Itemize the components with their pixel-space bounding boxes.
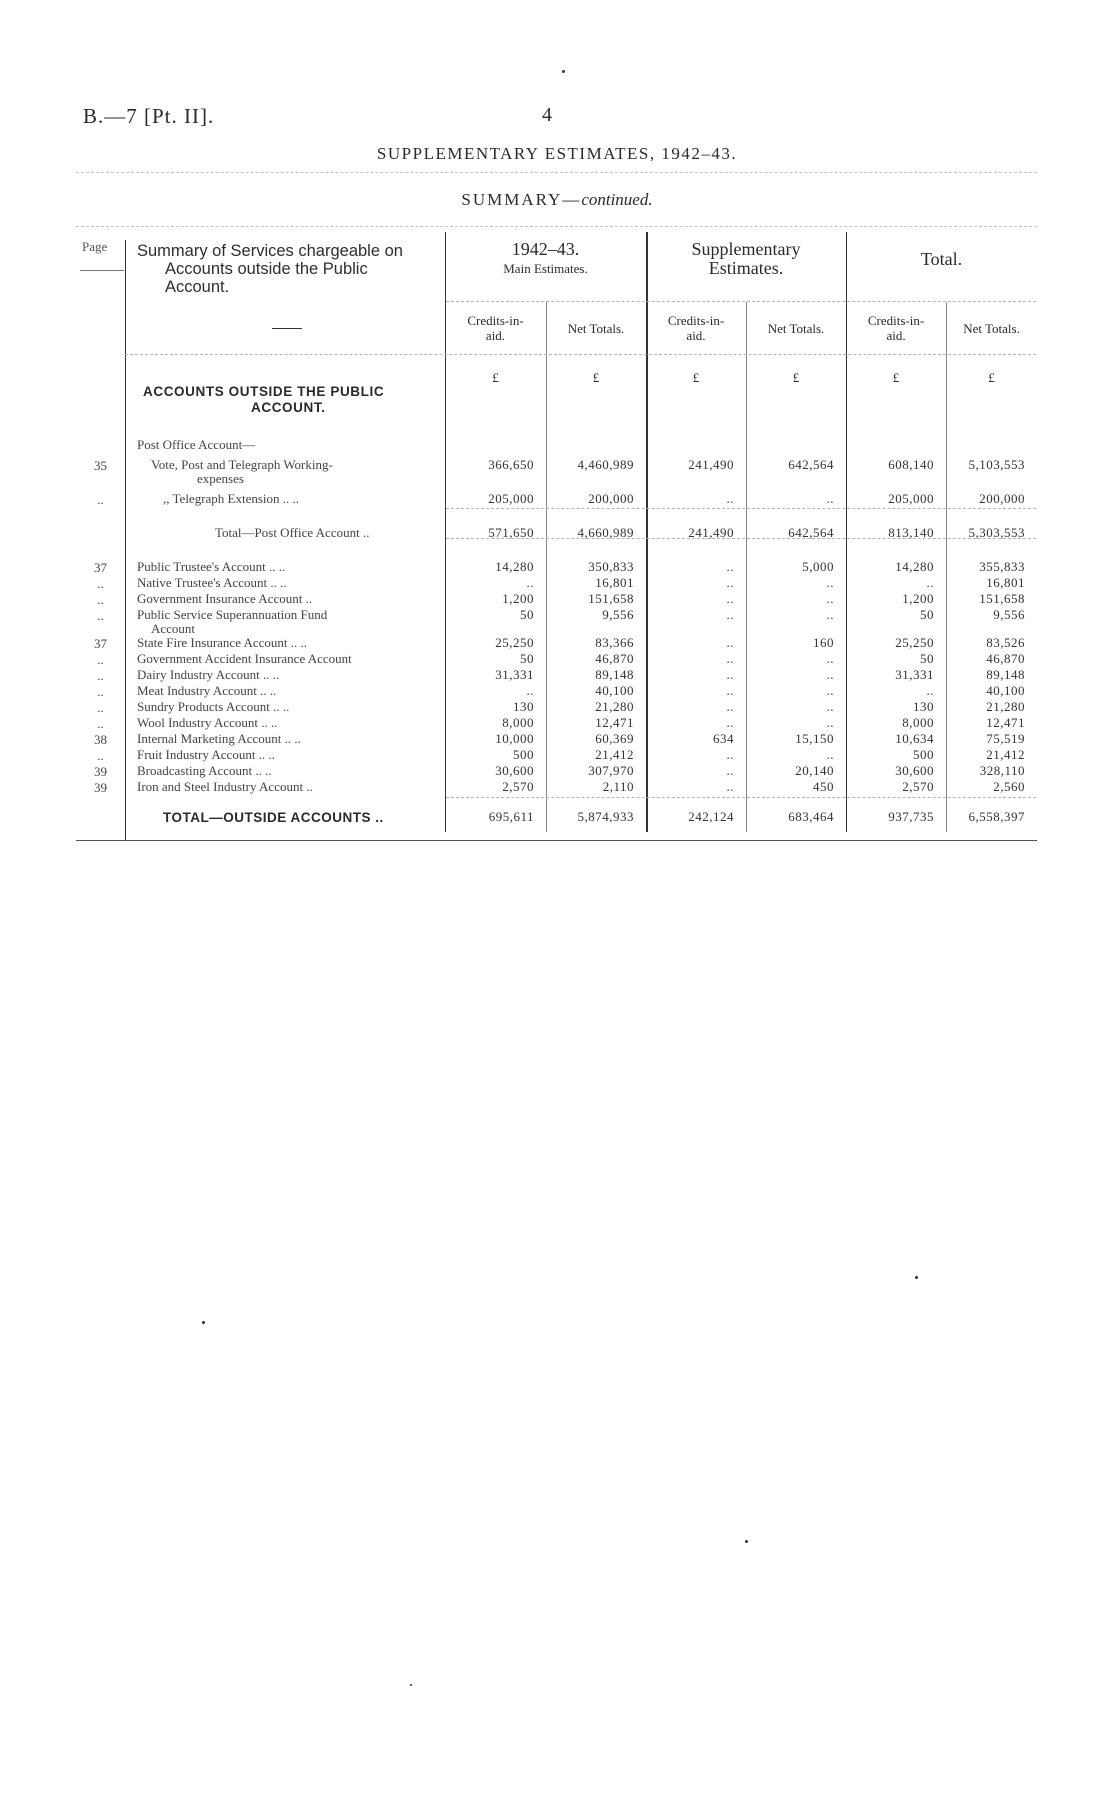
credits-header-line-1: Credits-in- <box>467 313 524 328</box>
main-credits-cell: 571,650 <box>488 525 534 540</box>
desc-header-line-1: Summary of Services chargeable on <box>137 242 403 260</box>
page-cell: .. <box>97 652 104 667</box>
description-cell <box>125 592 445 608</box>
total-credits-cell: 813,140 <box>888 525 935 540</box>
supplementary-header <box>646 228 846 301</box>
total-credits-cell: 8,000 <box>902 715 935 730</box>
main-credits-cell: 130 <box>513 699 534 714</box>
total-credits-cell: 937,735 <box>888 809 935 824</box>
main-net-cell: 46,870 <box>595 651 634 666</box>
credits-header-line-1: Credits-in- <box>867 313 925 328</box>
page-cell: .. <box>97 684 104 699</box>
section-row <box>76 354 1037 438</box>
main-net-cell: 4,660,989 <box>577 525 634 540</box>
credits-header-line-2: aid. <box>686 328 706 343</box>
supp-net-cell: 20,140 <box>795 763 835 778</box>
page-cell: 38 <box>94 732 107 747</box>
account-row <box>76 684 1037 700</box>
account-row <box>76 592 1037 608</box>
total-net-cell: 89,148 <box>986 667 1026 682</box>
description-cell <box>125 732 445 748</box>
total-credits-cell: .. <box>926 683 935 698</box>
page-cell: 39 <box>94 764 107 779</box>
grand-total-label: TOTAL—OUTSIDE ACCOUNTS .. <box>163 810 384 825</box>
post-office-total-row <box>76 526 1037 544</box>
supp-net-cell: 683,464 <box>788 809 835 824</box>
main-net-cell: 307,970 <box>588 763 634 778</box>
supp-net-cell: 450 <box>813 779 835 794</box>
main-net-cell: 89,148 <box>595 667 634 682</box>
supp-credits-cell: .. <box>726 607 734 622</box>
summary-title <box>0 190 1114 210</box>
main-net-cell: 9,556 <box>602 607 634 622</box>
page-cell: .. <box>97 592 104 607</box>
main-net-cell: 21,280 <box>595 699 634 714</box>
section-heading <box>125 354 445 438</box>
supp-net-header: Net Totals. <box>767 321 825 336</box>
main-credits-cell: 2,570 <box>502 779 534 794</box>
description-cell <box>125 764 445 780</box>
total-net-cell: 6,558,397 <box>968 809 1026 824</box>
supp-net-cell: 160 <box>813 635 835 650</box>
supp-net-cell: .. <box>826 747 835 762</box>
summary-table <box>76 228 1037 832</box>
supp-net-cell: .. <box>826 575 835 590</box>
main-estimates-subtitle: Main Estimates. <box>503 261 588 276</box>
total-net-cell: 46,870 <box>986 651 1026 666</box>
account-row <box>76 652 1037 668</box>
page-cell: .. <box>97 608 104 623</box>
main-credits-cell: 695,611 <box>488 809 534 824</box>
description-cell <box>125 636 445 652</box>
main-net-cell: 200,000 <box>588 491 634 506</box>
supp-credits-cell: 242,124 <box>688 809 734 824</box>
total-credits-cell: 31,331 <box>895 667 935 682</box>
post-office-heading-row <box>76 438 1037 454</box>
table-bottom-rule <box>76 840 1037 841</box>
account-row <box>76 700 1037 716</box>
supp-net-cell: .. <box>826 683 835 698</box>
description-cell <box>125 560 445 576</box>
account-row <box>76 732 1037 748</box>
main-credits-cell: 366,650 <box>488 457 534 472</box>
description-text: ,, Telegraph Extension .. .. <box>163 491 300 506</box>
supp-credits-cell: .. <box>726 635 734 650</box>
supp-credits-cell: .. <box>726 667 734 682</box>
page-cell: .. <box>97 748 104 763</box>
currency-symbol: £ <box>592 370 600 385</box>
main-net-cell: 350,833 <box>588 559 634 574</box>
supp-net-cell: 15,150 <box>795 731 835 746</box>
supp-credits-cell: 241,490 <box>688 525 734 540</box>
grand-total-row <box>76 810 1037 832</box>
supplementary-header-line-1: Supplementary <box>691 239 801 259</box>
description-text: Sundry Products Account .. .. <box>137 699 290 714</box>
account-row <box>76 668 1037 684</box>
currency-symbol: £ <box>692 370 700 385</box>
supp-credits-cell: .. <box>726 651 734 666</box>
total-net-cell: 75,519 <box>986 731 1026 746</box>
main-credits-cell: 205,000 <box>488 491 534 506</box>
page-cell: .. <box>97 576 104 591</box>
total-net-cell: 21,280 <box>986 699 1026 714</box>
main-net-cell: 151,658 <box>588 591 634 606</box>
document-reference: B.—7 [Pt. II]. <box>83 104 215 128</box>
description-cell <box>125 716 445 732</box>
main-net-cell: 4,460,989 <box>577 457 634 472</box>
main-credits-cell: 500 <box>513 747 534 762</box>
total-credits-cell: 608,140 <box>888 457 935 472</box>
total-credits-cell: 25,250 <box>895 635 935 650</box>
credits-header-line-2: aid. <box>886 328 906 343</box>
print-speck <box>562 70 565 73</box>
main-credits-cell: 50 <box>520 607 534 622</box>
main-net-header: Net Totals. <box>567 321 625 336</box>
main-credits-cell: .. <box>526 575 534 590</box>
total-credits-cell: 50 <box>920 651 935 666</box>
total-credits-cell: 14,280 <box>895 559 935 574</box>
main-net-cell: 2,110 <box>602 779 634 794</box>
account-row <box>76 780 1037 796</box>
total-net-cell: 328,110 <box>979 763 1026 778</box>
page-cell: .. <box>97 492 104 507</box>
total-net-cell: 12,471 <box>986 715 1026 730</box>
post-office-row <box>76 454 1037 486</box>
total-net-cell: 151,658 <box>979 591 1026 606</box>
post-office-total-label: Total—Post Office Account .. <box>215 525 370 540</box>
account-row <box>76 576 1037 592</box>
supp-net-cell: .. <box>826 651 835 666</box>
description-cell <box>125 748 445 764</box>
main-net-cell: 12,471 <box>595 715 634 730</box>
supp-net-cell: .. <box>826 667 835 682</box>
total-net-cell: 5,303,553 <box>968 525 1026 540</box>
credits-header-line-1: Credits-in- <box>667 313 725 328</box>
main-credits-cell: 8,000 <box>502 715 534 730</box>
total-credits-cell: 10,634 <box>895 731 935 746</box>
total-credits-cell: 500 <box>913 747 935 762</box>
page-cell: .. <box>97 716 104 731</box>
supp-credits-cell: .. <box>726 747 734 762</box>
total-net-cell: 2,560 <box>993 779 1026 794</box>
main-net-cell: 60,369 <box>595 731 634 746</box>
account-row <box>76 748 1037 764</box>
account-row <box>76 608 1037 636</box>
page-number: 4 <box>542 104 552 126</box>
supp-credits-header <box>646 301 746 354</box>
description-text: Meat Industry Account .. .. <box>137 683 277 698</box>
page-col-header: Page <box>82 239 108 254</box>
description-text: Native Trustee's Account .. .. <box>137 575 287 590</box>
supp-net-cell: .. <box>826 591 835 606</box>
description-cell <box>125 668 445 684</box>
description-cell <box>125 780 445 796</box>
supp-credits-cell: .. <box>726 591 734 606</box>
heading-rule <box>76 172 1037 173</box>
page-cell: 39 <box>94 780 107 795</box>
description-text: Public Service Superannuation Fund <box>137 607 328 622</box>
page-cell: .. <box>97 668 104 683</box>
total-net-cell: 200,000 <box>979 491 1026 506</box>
total-net-cell: 40,100 <box>986 683 1026 698</box>
description-text: Internal Marketing Account .. .. <box>137 731 301 746</box>
currency-symbol: £ <box>988 370 995 385</box>
section-heading-line-2: ACCOUNT. <box>251 400 326 415</box>
account-row <box>76 764 1037 780</box>
supp-credits-cell: .. <box>726 491 734 506</box>
supp-credits-cell: .. <box>726 715 734 730</box>
total-credits-cell: 50 <box>920 607 935 622</box>
supp-credits-cell: .. <box>726 699 734 714</box>
account-row <box>76 716 1037 732</box>
description-cell <box>125 652 445 668</box>
main-credits-cell: 30,600 <box>495 763 534 778</box>
main-net-cell: 40,100 <box>595 683 634 698</box>
main-net-cell: 5,874,933 <box>577 809 634 824</box>
section-page-cell <box>76 354 125 438</box>
supp-net-cell: .. <box>826 715 835 730</box>
total-credits-cell: .. <box>926 575 935 590</box>
account-row <box>76 560 1037 576</box>
description-cell <box>125 454 445 486</box>
total-net-cell: 355,833 <box>979 559 1026 574</box>
main-credits-cell: 25,250 <box>495 635 534 650</box>
supp-net-cell: 642,564 <box>788 525 835 540</box>
supplementary-header-line-2: Estimates. <box>708 258 784 278</box>
total-credits-cell: 205,000 <box>888 491 935 506</box>
description-cell <box>125 608 445 636</box>
main-estimates-year: 1942–43. <box>511 239 580 259</box>
description-text: Wool Industry Account .. .. <box>137 715 278 730</box>
description-text: Public Trustee's Account .. .. <box>137 559 286 574</box>
summary-continued: continued. <box>581 190 653 209</box>
account-row <box>76 636 1037 652</box>
page-cell <box>76 526 125 544</box>
page-cell: 37 <box>94 560 107 575</box>
print-speck <box>915 1276 918 1279</box>
main-credits-cell: 31,331 <box>495 667 534 682</box>
post-office-rows <box>76 454 1037 514</box>
total-net-cell: 5,103,553 <box>968 457 1026 472</box>
page-heading: SUPPLEMENTARY ESTIMATES, 1942–43. <box>376 144 738 163</box>
desc-header-line-2: Accounts outside the Public <box>165 260 368 278</box>
description-text: Government Accident Insurance Account <box>137 651 352 666</box>
summary-title-text: SUMMARY— <box>461 190 582 209</box>
total-credits-cell: 130 <box>913 699 935 714</box>
description-text: Dairy Industry Account .. .. <box>137 667 280 682</box>
currency-symbol: £ <box>492 370 499 385</box>
page-cell <box>76 810 125 832</box>
main-credits-cell: 1,200 <box>502 591 534 606</box>
credits-header-line-2: aid. <box>485 328 506 343</box>
desc-header-line-3: Account. <box>165 278 230 296</box>
print-speck <box>202 1321 205 1324</box>
total-net-cell: 9,556 <box>993 607 1026 622</box>
total-credits-header <box>846 301 946 354</box>
supp-credits-cell: .. <box>726 763 734 778</box>
header-row-1 <box>76 228 1037 301</box>
main-credits-cell: .. <box>526 683 534 698</box>
description-continuation: Account <box>151 621 196 636</box>
supp-credits-cell: .. <box>726 559 734 574</box>
supp-credits-cell: .. <box>726 683 734 698</box>
main-net-cell: 16,801 <box>595 575 634 590</box>
description-cell <box>125 486 445 514</box>
main-credits-cell: 50 <box>520 651 534 666</box>
total-credits-cell: 30,600 <box>895 763 935 778</box>
supp-credits-cell: 241,490 <box>688 457 734 472</box>
total-credits-cell: 1,200 <box>902 591 935 606</box>
total-net-header: Net Totals. <box>963 321 1020 336</box>
total-net-cell: 21,412 <box>986 747 1026 762</box>
total-credits-cell: 2,570 <box>902 779 935 794</box>
main-credits-header <box>445 301 546 354</box>
main-net-cell: 21,412 <box>595 747 634 762</box>
description-text: Fruit Industry Account .. .. <box>137 747 275 762</box>
desc-header-dash <box>272 328 302 329</box>
supp-credits-cell: .. <box>726 575 734 590</box>
post-office-heading: Post Office Account— <box>137 437 256 452</box>
description-cell <box>125 684 445 700</box>
supp-net-cell: 642,564 <box>788 457 835 472</box>
description-cell <box>125 700 445 716</box>
section-heading-line-1: ACCOUNTS OUTSIDE THE PUBLIC <box>143 384 385 399</box>
account-rows <box>76 560 1037 796</box>
total-net-cell: 16,801 <box>986 575 1026 590</box>
currency-symbol: £ <box>892 370 900 385</box>
total-header: Total. <box>920 249 963 269</box>
description-text: State Fire Insurance Account .. .. <box>137 635 308 650</box>
main-net-cell: 83,366 <box>595 635 634 650</box>
supp-credits-cell: .. <box>726 779 734 794</box>
supp-net-cell: .. <box>826 607 835 622</box>
desc-col-header <box>125 228 445 354</box>
total-net-cell: 83,526 <box>986 635 1026 650</box>
description-text: Broadcasting Account .. .. <box>137 763 272 778</box>
main-estimates-header <box>445 228 646 301</box>
description-text: Iron and Steel Industry Account .. <box>137 779 313 794</box>
currency-symbol: £ <box>792 370 800 385</box>
description-cell <box>125 576 445 592</box>
page-cell: .. <box>97 700 104 715</box>
description-text: Vote, Post and Telegraph Working- <box>151 457 333 472</box>
supp-net-cell: .. <box>826 699 835 714</box>
print-speck <box>410 1684 412 1686</box>
supp-credits-cell: 634 <box>713 731 734 746</box>
main-credits-cell: 14,280 <box>495 559 534 574</box>
supp-net-cell: 5,000 <box>802 559 835 574</box>
print-speck <box>745 1540 748 1543</box>
description-text: Government Insurance Account .. <box>137 591 313 606</box>
description-continuation: expenses <box>197 471 244 486</box>
post-office-row <box>76 486 1037 514</box>
page-cell: 35 <box>94 458 107 473</box>
supp-net-cell: .. <box>826 491 835 506</box>
main-credits-cell: 10,000 <box>495 731 534 746</box>
page-cell: 37 <box>94 636 107 651</box>
table-top-rule <box>76 226 1037 227</box>
